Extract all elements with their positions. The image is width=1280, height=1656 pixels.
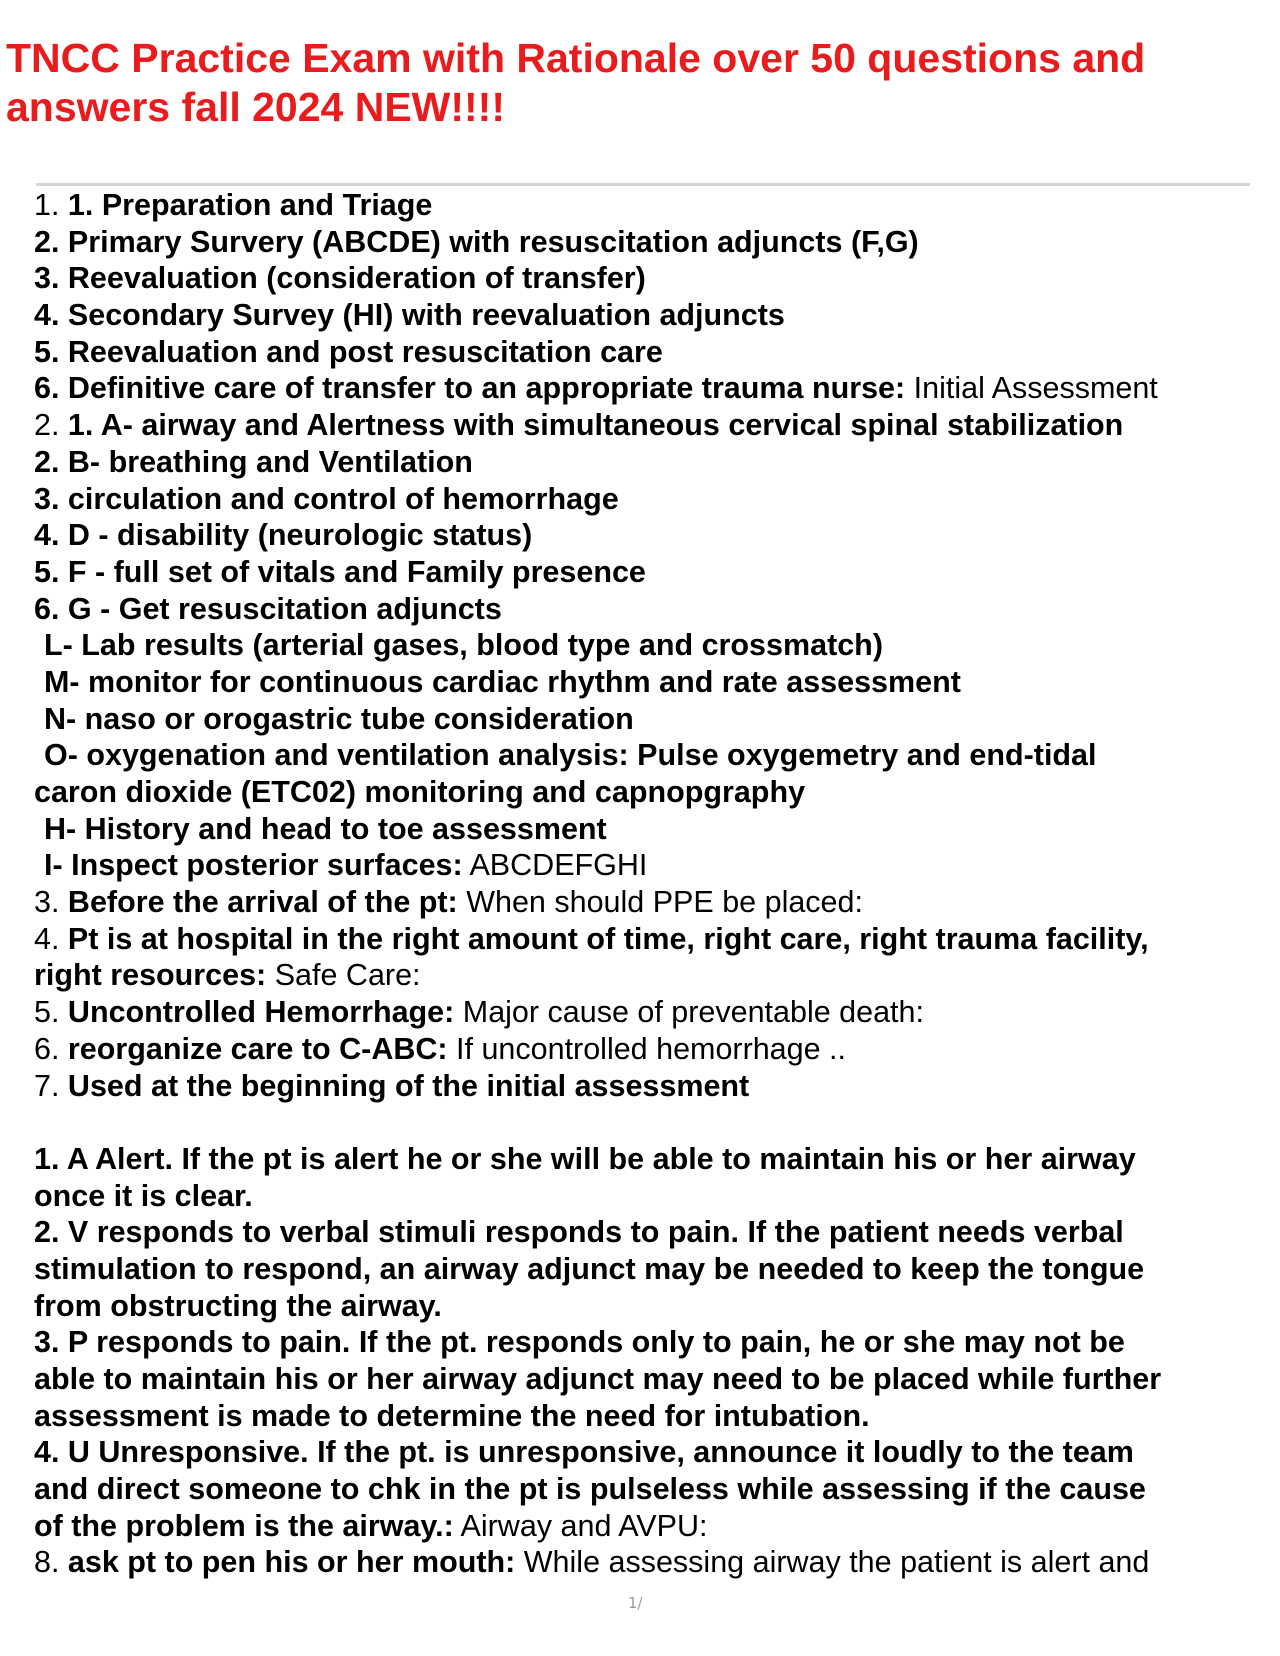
text-line — [34, 444, 1258, 481]
text-line — [34, 591, 1258, 628]
blank-line — [34, 1104, 1258, 1141]
term-text: 4. U Unresponsive. If the pt. is unresponsive, announce it loudly to the team — [34, 1435, 1134, 1470]
text-line — [34, 554, 1258, 591]
text-line — [34, 1544, 1258, 1581]
term-text: 3. circulation and control of hemorrhage — [34, 481, 619, 516]
term-text: 6. Definitive care of transfer to an appropriate trauma nurse: — [34, 371, 906, 406]
question-list — [34, 187, 1258, 1581]
term-text: once it is clear. — [34, 1178, 253, 1213]
definition-text: While assessing airway the patient is alert and — [523, 1545, 1150, 1580]
definition-text: Major cause of preventable death: — [462, 995, 924, 1030]
text-line — [34, 1471, 1258, 1508]
term-text: N- naso or orogastric tube consideration — [44, 701, 634, 736]
text-line — [34, 1068, 1258, 1105]
term-text: 2. V responds to verbal stimuli responds to pain. If the patient needs verbal — [34, 1215, 1124, 1250]
item-number: 3. — [34, 885, 60, 920]
text-line — [34, 297, 1258, 334]
term-text: 4. D - disability (neurologic status) — [34, 518, 533, 553]
term-text: O- oxygenation and ventilation analysis: Pulse oxygemetry and end-tidal — [44, 738, 1097, 773]
text-line — [34, 481, 1258, 518]
term-text: 1. A Alert. If the pt is alert he or she will be able to maintain his or her airway — [34, 1141, 1136, 1176]
item-number: 2. — [34, 408, 60, 443]
text-line — [34, 1361, 1258, 1398]
definition-text: When should PPE be placed: — [466, 885, 863, 920]
term-text: assessment is made to determine the need for intubation. — [34, 1398, 870, 1433]
text-line — [34, 517, 1258, 554]
text-line — [34, 774, 1258, 811]
text-line — [34, 370, 1258, 407]
definition-text: ABCDEFGHI — [469, 848, 648, 883]
item-number: 1. — [34, 188, 60, 222]
text-line — [34, 664, 1258, 701]
text-line — [34, 1251, 1258, 1288]
text-line — [34, 1434, 1258, 1471]
definition-text: Initial Assessment — [913, 371, 1158, 406]
definition-text: Safe Care: — [274, 958, 421, 993]
text-line — [34, 737, 1258, 774]
term-text: 1. A- airway and Alertness with simultaneous cervical spinal stabilization — [67, 408, 1124, 443]
text-line — [34, 260, 1258, 297]
text-line — [34, 701, 1258, 738]
document-title: TNCC Practice Exam with Rationale over 50 questions and answers fall 2024 NEW!!!! — [6, 35, 1146, 130]
text-line — [34, 921, 1258, 958]
text-line — [34, 1141, 1258, 1178]
text-line — [34, 957, 1258, 994]
term-text: 3. Reevaluation (consideration of transfer) — [34, 261, 646, 296]
text-line — [34, 334, 1258, 371]
text-line — [34, 1178, 1258, 1215]
text-line — [34, 994, 1258, 1031]
term-text: from obstructing the airway. — [34, 1288, 442, 1323]
term-text: ask pt to pen his or her mouth: — [67, 1545, 516, 1580]
text-line — [34, 1031, 1258, 1068]
term-text: of the problem is the airway.: — [34, 1508, 454, 1543]
term-text: able to maintain his or her airway adjunct may need to be placed while further — [34, 1362, 1162, 1396]
text-line — [34, 811, 1258, 848]
term-text: 1. Preparation and Triage — [67, 188, 433, 222]
text-line — [34, 1288, 1258, 1325]
text-line — [34, 1508, 1258, 1545]
item-number: 6. — [34, 1031, 60, 1066]
definition-text: If uncontrolled hemorrhage .. — [456, 1031, 846, 1066]
term-text: right resources: — [34, 958, 267, 993]
term-text: stimulation to respond, an airway adjunct may be needed to keep the tongue — [34, 1251, 1145, 1286]
term-text: M- monitor for continuous cardiac rhythm and rate assessment — [44, 664, 961, 699]
term-text: L- Lab results (arterial gases, blood type and crossmatch) — [44, 628, 883, 663]
text-line — [34, 187, 1258, 224]
text-line — [34, 1398, 1258, 1435]
text-line — [34, 407, 1258, 444]
item-number: 5. — [34, 995, 60, 1030]
term-text: Used at the beginning of the initial assessment — [67, 1068, 750, 1103]
term-text: Before the arrival of the pt: — [67, 885, 458, 920]
term-text: 5. Reevaluation and post resuscitation care — [34, 334, 663, 369]
horizontal-divider — [36, 183, 1250, 186]
term-text: 2. B- breathing and Ventilation — [34, 444, 473, 479]
text-line — [34, 884, 1258, 921]
text-line — [34, 627, 1258, 664]
term-text: caron dioxide (ETC02) monitoring and capnopgraphy — [34, 775, 806, 809]
term-text: I- Inspect posterior surfaces: — [44, 848, 463, 883]
term-text: Pt is at hospital in the right amount of time, right care, right trauma facility, — [67, 921, 1149, 956]
text-line — [34, 1214, 1258, 1251]
item-number: 4. — [34, 921, 60, 956]
term-text: 3. P responds to pain. If the pt. responds only to pain, he or she may not be — [34, 1325, 1125, 1360]
text-line — [34, 1324, 1258, 1361]
text-line — [34, 847, 1258, 884]
text-line — [34, 224, 1258, 261]
term-text: Uncontrolled Hemorrhage: — [67, 995, 455, 1030]
term-text: H- History and head to toe assessment — [44, 811, 607, 846]
term-text: 5. F - full set of vitals and Family presence — [34, 554, 646, 589]
term-text: reorganize care to C-ABC: — [67, 1031, 448, 1066]
definition-text: Airway and AVPU: — [460, 1508, 708, 1543]
page-number: 1/ — [628, 1594, 643, 1612]
term-text: 6. G - Get resuscitation adjuncts — [34, 591, 502, 626]
term-text: 2. Primary Survery (ABCDE) with resuscitation adjuncts (F,G) — [34, 224, 919, 259]
term-text: 4. Secondary Survey (HI) with reevaluation adjuncts — [34, 298, 785, 333]
item-number: 8. — [34, 1545, 60, 1580]
term-text: and direct someone to chk in the pt is pulseless while assessing if the cause — [34, 1472, 1146, 1507]
item-number: 7. — [34, 1068, 60, 1103]
